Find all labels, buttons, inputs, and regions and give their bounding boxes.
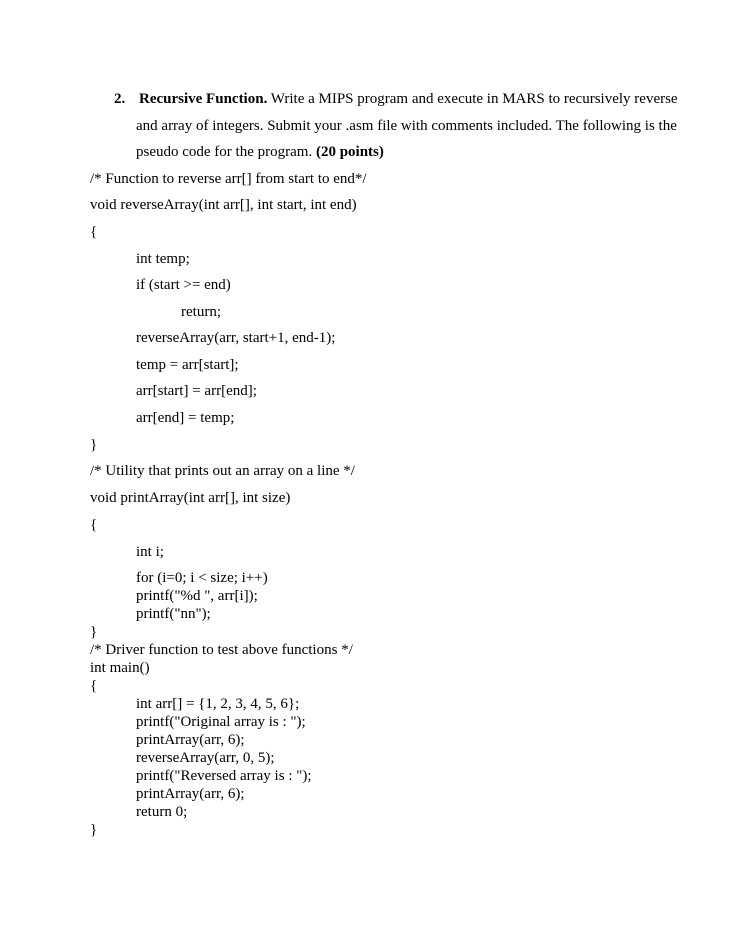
question-line-1 xyxy=(139,90,678,108)
code-line: void printArray(int arr[], int size) xyxy=(90,490,291,506)
code-line: { xyxy=(90,224,98,240)
code-line: if (start >= end) xyxy=(136,277,231,293)
code-comment: /* Function to reverse arr[] from start to end*/ xyxy=(90,171,367,187)
code-line: printf("%d ", arr[i]); xyxy=(136,588,258,604)
code-line: for (i=0; i < size; i++) xyxy=(136,570,268,586)
code-line: reverseArray(arr, 0, 5); xyxy=(136,750,275,766)
code-line: reverseArray(arr, start+1, end-1); xyxy=(136,330,336,346)
code-line: } xyxy=(90,624,98,640)
code-line: { xyxy=(90,678,98,694)
code-line: int arr[] = {1, 2, 3, 4, 5, 6}; xyxy=(136,696,300,712)
question-line-1-rest: Write a MIPS program and execute in MARS to recursively reverse xyxy=(267,91,678,107)
code-line: printArray(arr, 6); xyxy=(136,732,245,748)
code-line: return; xyxy=(181,304,221,320)
code-line: } xyxy=(90,822,98,838)
code-line: printArray(arr, 6); xyxy=(136,786,245,802)
code-line: printf("nn"); xyxy=(136,606,211,622)
question-line-2: and array of integers. Submit your .asm file with comments included. The following is the xyxy=(136,118,677,134)
code-line: int temp; xyxy=(136,251,190,267)
code-line: } xyxy=(90,437,98,453)
code-line: printf("Original array is : "); xyxy=(136,714,306,730)
code-line: arr[start] = arr[end]; xyxy=(136,383,257,399)
code-line: int main() xyxy=(90,660,150,676)
code-line: temp = arr[start]; xyxy=(136,357,239,373)
code-line: { xyxy=(90,517,98,533)
code-line: printf("Reversed array is : "); xyxy=(136,768,312,784)
question-title: Recursive Function. xyxy=(139,91,268,107)
code-line: return 0; xyxy=(136,804,188,820)
code-line: void reverseArray(int arr[], int start, int end) xyxy=(90,197,357,213)
code-comment: /* Driver function to test above functions */ xyxy=(90,642,353,658)
question-number: 2. xyxy=(114,91,126,107)
points-label: (20 points) xyxy=(315,144,384,160)
code-line: int i; xyxy=(136,544,164,560)
code-comment: /* Utility that prints out an array on a line */ xyxy=(90,463,355,479)
code-line: arr[end] = temp; xyxy=(136,410,235,426)
question-line-3-text: pseudo code for the program. xyxy=(136,144,316,160)
question-line-3 xyxy=(136,143,384,161)
